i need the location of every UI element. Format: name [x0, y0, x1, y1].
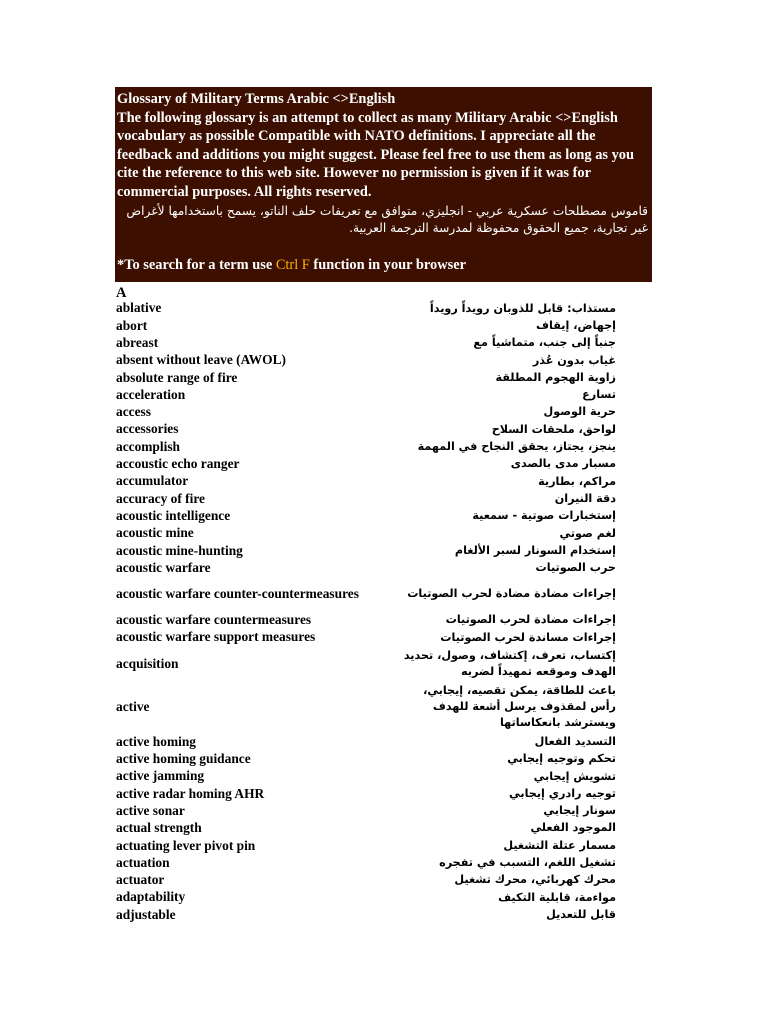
glossary-row: [116, 456, 616, 473]
term-arabic: الموجود الفعلي: [530, 821, 616, 835]
glossary-title: Glossary of Military Terms Arabic <>English: [117, 91, 396, 107]
section-letter: A: [116, 285, 127, 301]
term-arabic: التسديد الفعال: [534, 734, 616, 748]
glossary-row: [116, 438, 616, 455]
term-english: active radar homing AHR: [116, 785, 265, 801]
glossary-header: [115, 87, 652, 282]
glossary-row: [116, 559, 616, 576]
term-english: accomplish: [116, 438, 180, 454]
term-english: abort: [116, 317, 148, 333]
glossary-row: [116, 404, 616, 421]
term-arabic: حرية الوصول: [543, 405, 616, 419]
glossary-row: [116, 421, 616, 438]
term-english: acoustic mine-hunting: [116, 542, 243, 558]
glossary-row: [116, 768, 616, 785]
term-english: acoustic warfare counter-countermeasures: [116, 586, 359, 601]
term-arabic: حرب الصوتيات: [535, 561, 616, 575]
term-arabic: لواحق، ملحقات السلاح: [491, 422, 616, 436]
term-arabic: إجراءات مضادة مضادة لحرب الصوتيات: [407, 587, 616, 601]
term-english: acoustic mine: [116, 525, 194, 541]
term-arabic: تشغيل اللغم، التسبب في تفجره: [439, 856, 616, 870]
term-english: accoustic echo ranger: [116, 456, 240, 472]
term-arabic: إستخبارات صوتية - سمعية: [472, 509, 616, 523]
glossary-row: [116, 681, 616, 733]
glossary-row: [116, 612, 616, 629]
term-arabic: مواءمة، قابلية التكيف: [498, 890, 616, 904]
term-arabic: باعث للطاقة، يمكن تقصيه، إيجابي، رأس لمقذوف يرسل أشعة للهدف ويسترشد بانعكاساتها: [423, 684, 616, 730]
term-english: accuracy of fire: [116, 490, 205, 506]
term-english: access: [116, 404, 151, 420]
glossary-row: [116, 317, 616, 334]
term-english: active homing: [116, 733, 196, 749]
glossary-row: [116, 386, 616, 403]
term-english: actuation: [116, 854, 170, 870]
glossary-row: [116, 369, 616, 386]
term-arabic: تشويش إيجابي: [533, 769, 616, 783]
term-arabic: إجراءات مضادة لحرب الصوتيات: [445, 613, 616, 627]
term-arabic: لغم صوتي: [559, 526, 616, 540]
glossary-row: [116, 837, 616, 854]
glossary-row: [116, 577, 616, 612]
glossary-row: [116, 508, 616, 525]
glossary-row: [116, 872, 616, 889]
term-arabic: مستذاب: قابل للذوبان رويداً رويداً: [429, 301, 616, 315]
search-hint-post: function in your browser: [309, 256, 466, 273]
term-arabic: مسمار عتلة التشغيل: [503, 838, 616, 852]
term-arabic: جنباً إلى جنب، متماشياً مع: [473, 336, 616, 350]
term-arabic: مراكم، بطارية: [538, 474, 616, 488]
glossary-row: [116, 542, 616, 559]
glossary-list: [116, 300, 616, 924]
term-arabic: ينجز، يجتاز، يحقق النجاح في المهمة: [417, 440, 616, 454]
term-arabic: إجهاض، إيقاف: [536, 318, 616, 332]
glossary-row: [116, 889, 616, 906]
term-english: active: [116, 699, 150, 715]
glossary-row: [116, 490, 616, 507]
glossary-row: [116, 906, 616, 923]
glossary-intro: The following glossary is an attempt to collect as many Military Arabic <>English vocabulary as possible Compatible with NATO definitions. I appreciate all the feedback and additions you might suggest. Please feel free to use them as long as you cite the reference to this web site. However no permission is given if it was for commercial purposes. All rights reserved.: [117, 109, 635, 200]
term-english: actuator: [116, 872, 165, 888]
term-english: ablative: [116, 300, 162, 316]
term-arabic: توجيه رادري إيجابي: [509, 786, 616, 800]
glossary-row: [116, 352, 616, 369]
term-arabic: دقة النيران: [554, 491, 616, 505]
term-arabic: زاوية الهجوم المطلقة: [495, 370, 616, 384]
glossary-row: [116, 854, 616, 871]
term-english: acquisition: [116, 655, 179, 671]
term-arabic: مسبار مدى بالصدى: [510, 457, 616, 471]
term-english: actuating lever pivot pin: [116, 837, 256, 853]
term-arabic: محرك كهربائي، محرك تشغيل: [454, 873, 616, 887]
term-english: acoustic warfare countermeasures: [116, 612, 312, 628]
term-arabic: تسارع: [582, 388, 616, 402]
glossary-row: [116, 525, 616, 542]
term-english: absolute range of fire: [116, 369, 238, 385]
term-english: actual strength: [116, 820, 202, 836]
term-arabic: إكتساب، تعرف، إكتشاف، وصول، تحديد الهدف وموقعه تمهيداً لضربه: [403, 648, 616, 678]
glossary-row: [116, 629, 616, 646]
term-english: abreast: [116, 334, 159, 350]
search-hint-pre: *To search for a term use: [117, 256, 276, 273]
term-english: acceleration: [116, 386, 186, 402]
term-arabic: غياب بدون عُذر: [532, 353, 616, 367]
glossary-row: [116, 751, 616, 768]
ctrl-f-key: Ctrl F: [275, 256, 310, 273]
term-english: adjustable: [116, 906, 176, 922]
term-arabic: إجراءات مساندة لحرب الصوتيات: [440, 630, 616, 644]
glossary-row: [116, 300, 616, 317]
term-english: active jamming: [116, 768, 205, 784]
glossary-row: [116, 820, 616, 837]
term-english: active homing guidance: [116, 751, 251, 767]
term-english: active sonar: [116, 802, 185, 818]
term-english: acoustic warfare: [116, 559, 211, 575]
term-english: absent without leave (AWOL): [116, 352, 286, 368]
term-english: adaptability: [116, 889, 186, 905]
arabic-intro: قاموس مصطلحات عسكرية عربي - انجليزي، متوافق مع تعريفات حلف الناتو، يسمح باستخدامها لأغراض غير تجارية، جميع الحقوق محفوظة لمدرسة الترجمة العربية.: [126, 203, 648, 235]
glossary-row: [116, 785, 616, 802]
glossary-row: [116, 803, 616, 820]
glossary-row: [116, 473, 616, 490]
glossary-row: [116, 646, 616, 681]
glossary-row: [116, 335, 616, 352]
term-english: acoustic intelligence: [116, 507, 231, 523]
term-arabic: سونار إيجابي: [543, 804, 616, 818]
term-english: acoustic warfare support measures: [116, 629, 316, 645]
term-arabic: تحكم وتوجيه إيجابي: [507, 752, 616, 766]
search-hint: [117, 256, 650, 275]
term-arabic: قابل للتعديل: [546, 907, 616, 921]
term-english: accumulator: [116, 473, 189, 489]
term-arabic: إستخدام السونار لسبر الألغام: [454, 543, 616, 557]
term-english: accessories: [116, 421, 179, 437]
glossary-row: [116, 733, 616, 750]
